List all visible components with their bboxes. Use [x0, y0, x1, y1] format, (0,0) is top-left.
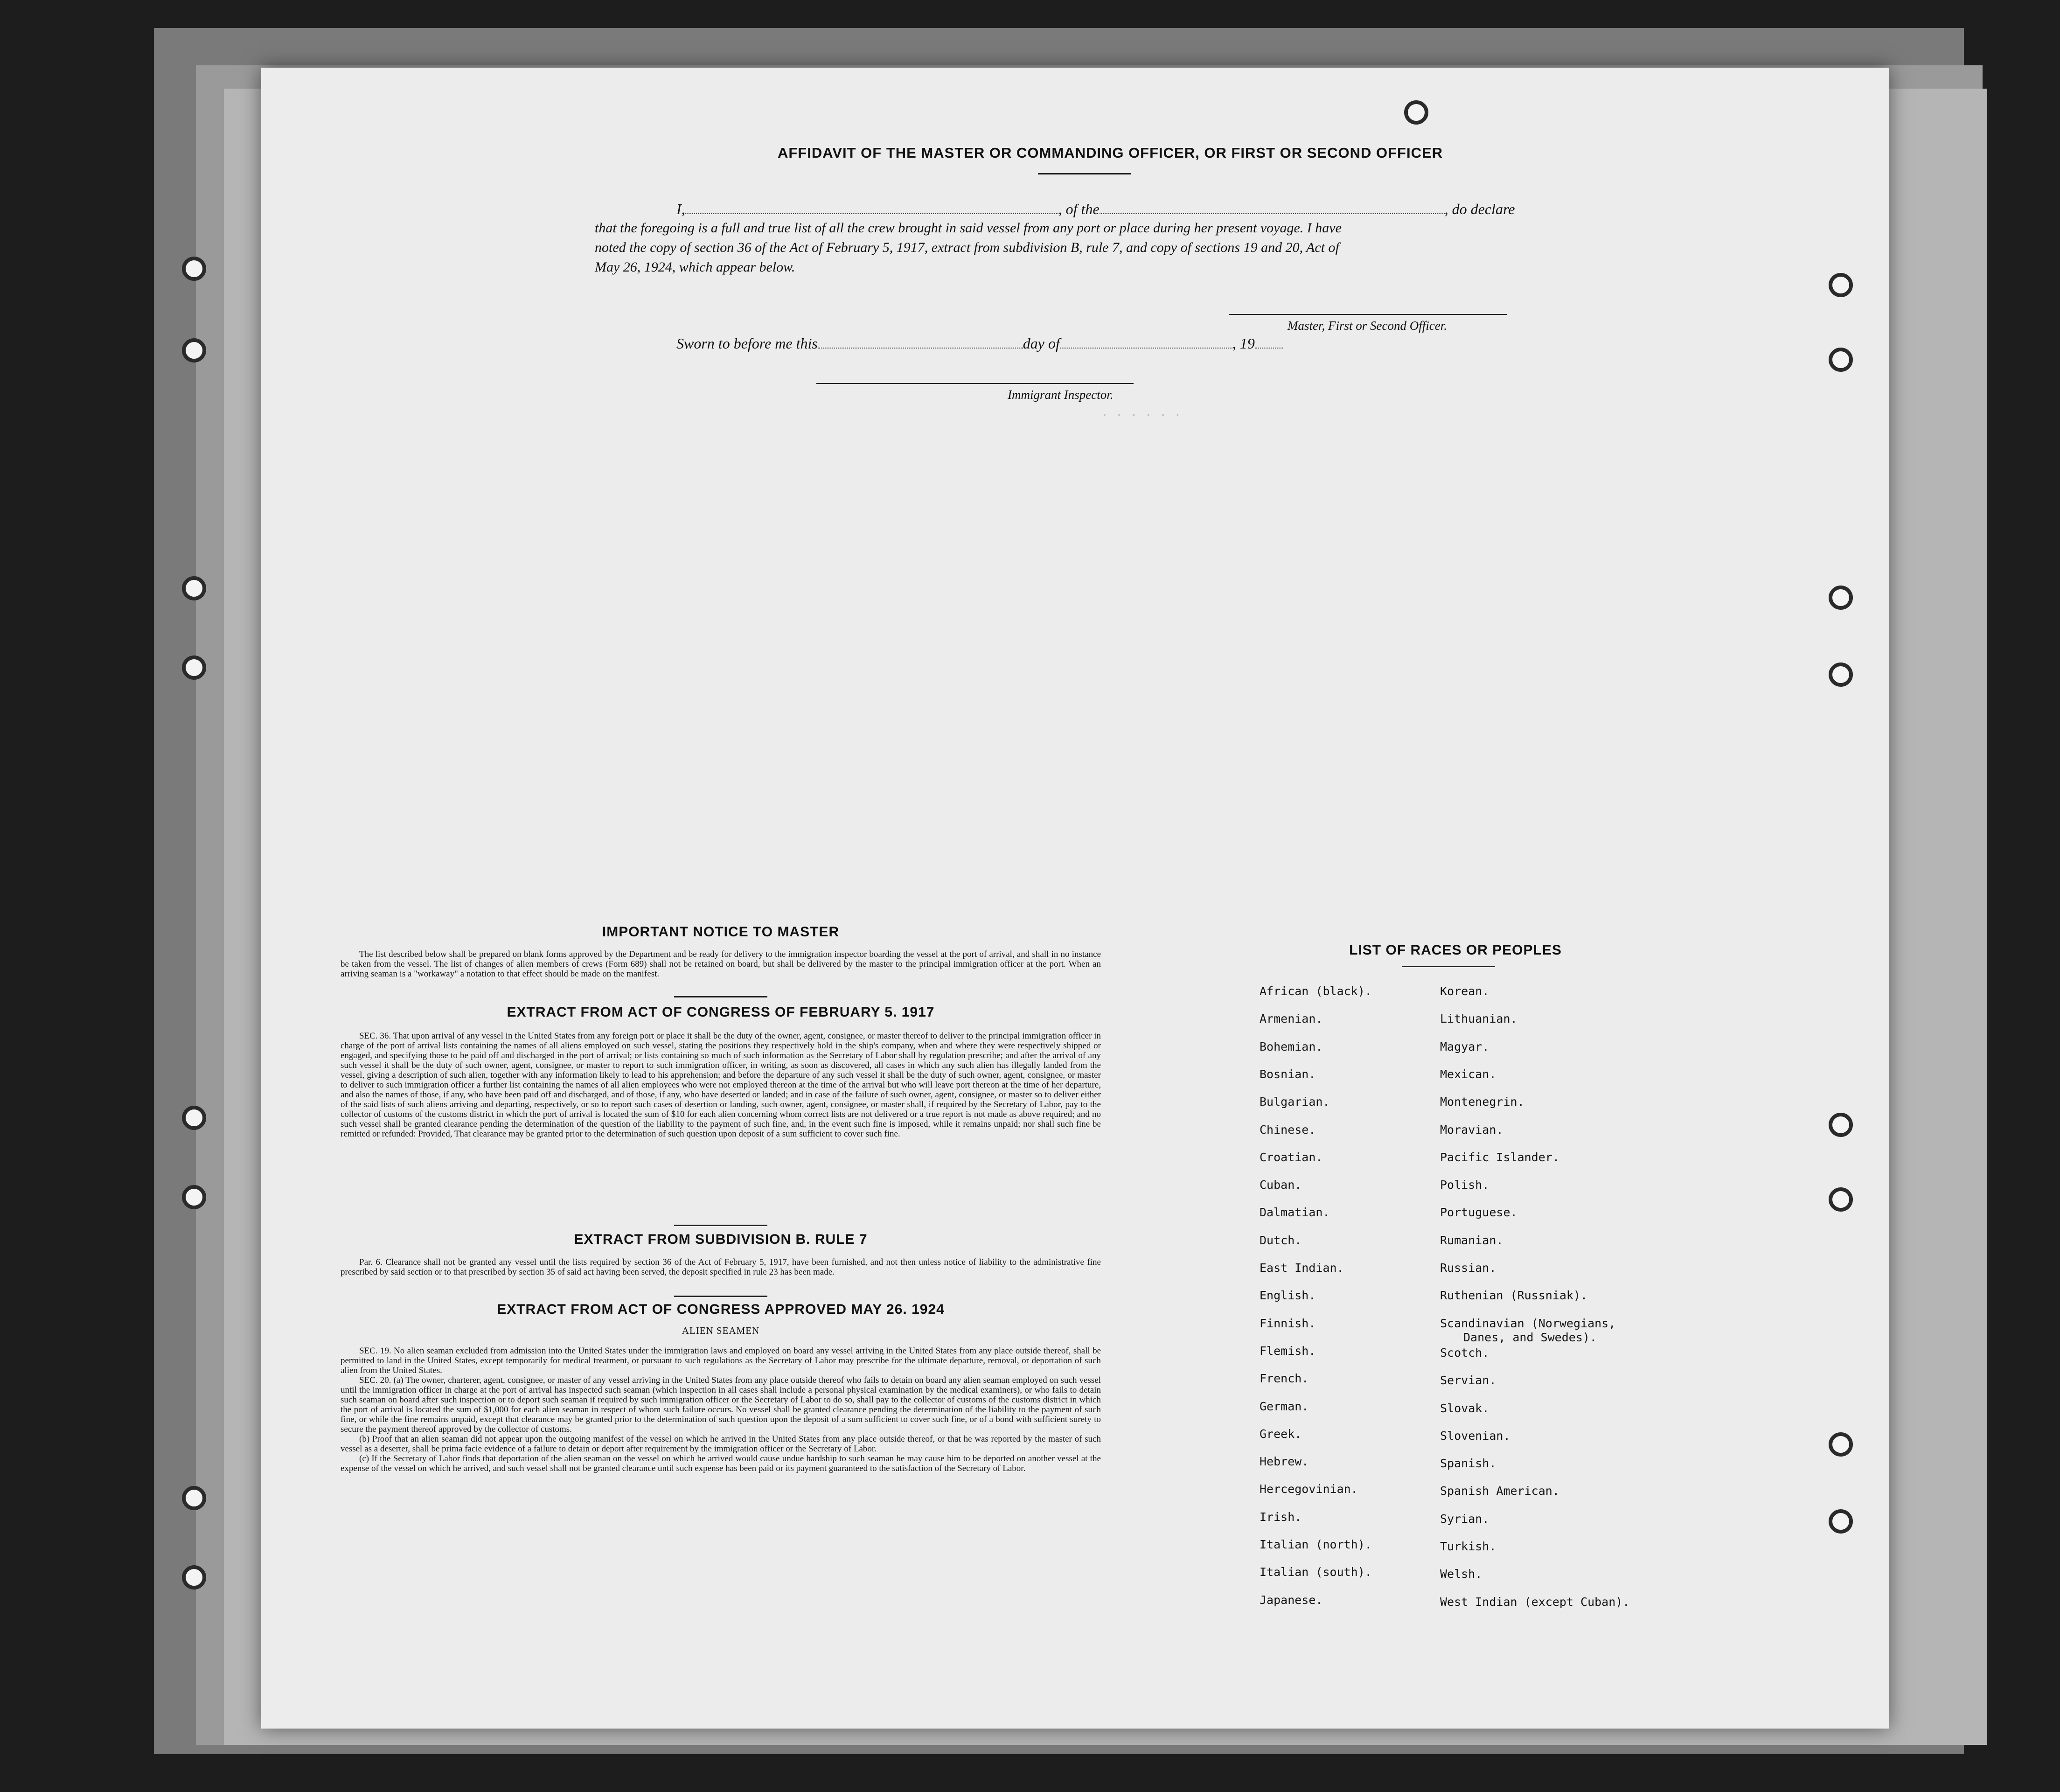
punch-hole [1829, 662, 1853, 687]
declaration-text-line: that the foregoing is a full and true list of all the crew brought in said vessel from any port or place during her present voyage. I have [595, 220, 1342, 236]
race-item: Syrian. [1440, 1512, 1489, 1526]
punch-hole [1829, 1187, 1853, 1212]
punch-hole [182, 1486, 206, 1510]
punch-hole [1829, 1113, 1853, 1137]
punch-hole [1829, 1432, 1853, 1457]
race-item: Japanese. [1260, 1593, 1323, 1607]
races-title-underline [1402, 966, 1495, 967]
race-item: Montenegrin. [1440, 1095, 1524, 1109]
race-item: Flemish. [1260, 1344, 1316, 1358]
declaration-line [676, 201, 1515, 218]
race-item: Spanish American. [1440, 1484, 1559, 1498]
extract-1917-body [341, 1031, 1101, 1139]
race-item: Lithuanian. [1440, 1012, 1517, 1026]
race-item: Slovenian. [1440, 1429, 1510, 1443]
punch-hole [1829, 348, 1853, 372]
race-item: Spanish. [1440, 1457, 1496, 1471]
declaration-text-line: noted the copy of section 36 of the Act of February 5, 1917, extract from subdivision B, rule 7, and copy of sections 19 and 20, Act of [595, 240, 1339, 255]
race-item: French. [1260, 1372, 1309, 1386]
bleed-through-text: · · · · · · [1101, 408, 1182, 422]
race-item: Magyar. [1440, 1039, 1489, 1053]
name-blank[interactable] [685, 213, 1058, 214]
race-item: Armenian. [1260, 1012, 1323, 1026]
race-item: Irish. [1260, 1510, 1302, 1524]
punch-hole [182, 655, 206, 680]
race-item: Polish. [1440, 1178, 1489, 1192]
sec-20a-paragraph: SEC. 20. (a) The owner, charterer, agent, consignee, or master of any vessel arriving in the United States from any place outside thereof who fails to detain on board any alien seaman employed on such vessel until the immigration officer in charge at the port of arrival has inspected such seaman (which inspection in all cases shall include a personal physical examination by the medical examiners), or who fails to detain such seaman on board after such inspection or to deport such seaman if required by such immigration officer or the Secretary of Labor to do so, shall pay to the collector of customs of the customs district in which the port of arrival is located the sum of $1,000 for each alien seaman in respect of whom such failure occurs. No vessel shall be granted clearance pending the determination of the liability to the payment of such fine, or while the fine remains unpaid, except that clearance may be granted prior to the determination of such question upon the deposit of a sum sufficient to cover such fine, or of a bond with sufficient surety to secure the payment thereof approved by the collector of customs. [341, 1375, 1101, 1434]
race-item: English. [1260, 1289, 1316, 1303]
race-item: Moravian. [1440, 1123, 1503, 1137]
manifest-page [261, 68, 1889, 1729]
race-item: Servian. [1440, 1374, 1496, 1388]
races-right-column [1440, 984, 1664, 1684]
race-item: Slovak. [1440, 1401, 1489, 1415]
declaration-of-the: , of the [1058, 201, 1100, 217]
punch-hole [182, 1185, 206, 1209]
sworn-line [676, 335, 1283, 352]
inspector-label: Immigrant Inspector. [1008, 388, 1114, 402]
races-left-column [1260, 984, 1446, 1684]
alien-seamen-subtitle: ALIEN SEAMEN [682, 1325, 760, 1336]
extract-1924-body [341, 1346, 1101, 1473]
race-item: East Indian. [1260, 1261, 1344, 1275]
race-item: Turkish. [1440, 1540, 1496, 1553]
race-item: Italian (south). [1260, 1565, 1372, 1579]
sec-20b-paragraph: (b) Proof that an alien seaman did not appear upon the outgoing manifest of the vessel on which he arrived in the United States from any place outside thereof, or that he was reported by the master of such vessel as a deserter, shall be prima facie evidence of a failure to detain or deport after requirement by the immigration officer or the Secretary of Labor. [341, 1434, 1101, 1454]
race-item: West Indian (except Cuban). [1440, 1595, 1630, 1609]
race-item: Scotch. [1440, 1346, 1489, 1360]
punch-hole [182, 1565, 206, 1590]
punch-hole [1829, 1509, 1853, 1534]
race-item: German. [1260, 1399, 1309, 1413]
master-signature-label: Master, First or Second Officer. [1288, 319, 1447, 333]
race-item: Korean. [1440, 984, 1489, 998]
punch-hole [1829, 273, 1853, 297]
sworn-day-of: day of [1023, 335, 1060, 352]
race-item: Portuguese. [1440, 1206, 1517, 1220]
punch-hole [182, 1106, 206, 1130]
race-item: Dutch. [1260, 1233, 1302, 1247]
declaration-i: I, [676, 201, 685, 217]
notice-body [341, 949, 1101, 979]
notice-title: IMPORTANT NOTICE TO MASTER [602, 924, 840, 940]
declaration-text-line: May 26, 1924, which appear below. [595, 259, 795, 275]
race-item: Dalmatian. [1260, 1206, 1330, 1220]
race-item: Pacific Islander. [1440, 1150, 1559, 1164]
race-item: Greek. [1260, 1427, 1302, 1441]
extract-rule7-title: EXTRACT FROM SUBDIVISION B. RULE 7 [574, 1232, 868, 1247]
affidavit-title: AFFIDAVIT OF THE MASTER OR COMMANDING OFFICER, OR FIRST OR SECOND OFFICER [777, 145, 1443, 161]
sworn-year: , 19 [1232, 335, 1255, 352]
race-item: Mexican. [1440, 1067, 1496, 1081]
race-item: Bulgarian. [1260, 1095, 1330, 1109]
race-item: Croatian. [1260, 1150, 1323, 1164]
punch-hole [1829, 586, 1853, 610]
extract-1917-title: EXTRACT FROM ACT OF CONGRESS OF FEBRUARY 5. 1917 [507, 1004, 935, 1020]
sworn-prefix: Sworn to before me this [676, 335, 818, 352]
section-divider [674, 996, 767, 997]
sec-20c-paragraph: (c) If the Secretary of Labor finds that deportation of the alien seaman on the vessel on which he arrived would cause undue hardship to such seaman he may cause him to be deported on another vessel at the expense of the vessel on which he arrived, and such vessel shall not be granted clearance until such expense has been paid or its payment guaranteed to the satisfaction of the Secretary of Labor. [341, 1454, 1101, 1473]
sworn-year-blank[interactable] [1255, 348, 1283, 349]
par-6-paragraph: Par. 6. Clearance shall not be granted any vessel until the lists required by section 36 of the Act of February 5, 1917, have been furnished, and not then unless notice of liability to the administrative fine prescribed by said section or to that prescribed by section 35 of said act having been served, the deposit specified in rule 23 has been made. [341, 1257, 1101, 1277]
punch-hole [182, 576, 206, 600]
section-divider [674, 1296, 767, 1297]
race-item: Hebrew. [1260, 1455, 1309, 1469]
race-item: Hercegovinian. [1260, 1482, 1358, 1496]
declaration-declare: , do declare [1444, 201, 1515, 217]
section-36-paragraph: SEC. 36. That upon arrival of any vessel in the United States from any foreign port or place it shall be the duty of the owner, agent, consignee, or master thereof to deliver to the principal immigration officer in charge of the port of arrival lists containing the names of all aliens employed on such vessel, stating the positions they respectively hold in the ship's company, when and where they were respectively shipped or engaged, and specifying those to be paid off and discharged in the port of arrival; or lists containing so much of such information as the Secretary of Labor shall by regulation prescribe; and after the arrival of any such vessel it shall be the duty of such owner, agent, consignee, or master to report to such immigration officer, in writing, as soon as discovered, all cases in which any such alien has illegally landed from the vessel, giving a description of such alien, together with any information likely to lead to his apprehension; and before the departure of any such vessel it shall be the duty of such owner, agent, consignee, or master to deliver to such immigration officer a further list containing the names of all alien employees who were not employed thereon at the time of the arrival but who will leave port thereon at the time of her departure, and also the names of those, if any, who have been paid off and discharged, and of those, if any, who have deserted or landed; and in case of the failure of such owner, agent, consignee, or master so to deliver either of the said lists of such aliens arriving and departing, respectively, or so to report such cases of desertion or landing, such owner, agent, consignee, or master shall, if required by the Secretary of Labor, pay to the collector of customs of the customs district in which the port of arrival is located the sum of $10 for each alien concerning whom correct lists are not delivered or a true report is not made as above required; and no such vessel shall be granted clearance pending the determination of the question of the liability to the payment of such fine, and, in the event such fine is imposed, while it remains unpaid; nor shall such fine be remitted or refunded: Provided, That clearance may be granted prior to the determination of such question upon deposit of a sum sufficient to cover such fine. [341, 1031, 1101, 1139]
race-item: Bohemian. [1260, 1039, 1323, 1053]
race-item: Cuban. [1260, 1178, 1302, 1192]
race-item: Welsh. [1440, 1567, 1482, 1581]
races-title: LIST OF RACES OR PEOPLES [1349, 942, 1562, 958]
race-item: Rumanian. [1440, 1233, 1503, 1247]
race-item: Italian (north). [1260, 1538, 1372, 1551]
race-item: Scandinavian (Norwegians, [1440, 1316, 1616, 1330]
sworn-month-blank[interactable] [1060, 348, 1232, 349]
sec-19-paragraph: SEC. 19. No alien seaman excluded from admission into the United States under the immigration laws and employed on board any vessel arriving in the United States from any place outside thereof, shall be permitted to land in the United States, except temporarily for medical treatment, or pursuant to such regulations as the Secretary of Labor may prescribe for the ultimate departure, removal, or deportation of such alien from the United States. [341, 1346, 1101, 1375]
race-item: Bosnian. [1260, 1067, 1316, 1081]
race-item: Finnish. [1260, 1316, 1316, 1330]
notice-paragraph: The list described below shall be prepared on blank forms approved by the Department and be ready for delivery to the immigration inspector boarding the vessel at the port of arrival, and shall in no instance be taken from the vessel. The list of changes of alien members of crews (Form 689) shall not be retained on board, but shall be delivered by the master to the principal immigration officer at the port. When an arriving seaman is a "workaway" a notation to that effect should be made on the manifest. [341, 949, 1101, 979]
punch-hole [182, 257, 206, 281]
race-item: Russian. [1440, 1261, 1496, 1275]
race-item: African (black). [1260, 984, 1372, 998]
race-item: Ruthenian (Russniak). [1440, 1289, 1588, 1303]
inspector-signature-line[interactable] [816, 383, 1134, 384]
title-underline [1038, 173, 1131, 174]
race-item: Chinese. [1260, 1123, 1316, 1137]
section-divider [674, 1225, 767, 1226]
master-signature-line[interactable] [1229, 314, 1507, 315]
extract-rule7-body [341, 1257, 1101, 1277]
race-item-continuation: Danes, and Swedes). [1463, 1330, 1597, 1344]
vessel-blank[interactable] [1100, 213, 1445, 214]
extract-1924-title: EXTRACT FROM ACT OF CONGRESS APPROVED MAY 26. 1924 [497, 1302, 945, 1317]
sworn-day-blank[interactable] [818, 348, 1023, 349]
punch-hole [182, 338, 206, 363]
punch-hole [1404, 100, 1428, 125]
